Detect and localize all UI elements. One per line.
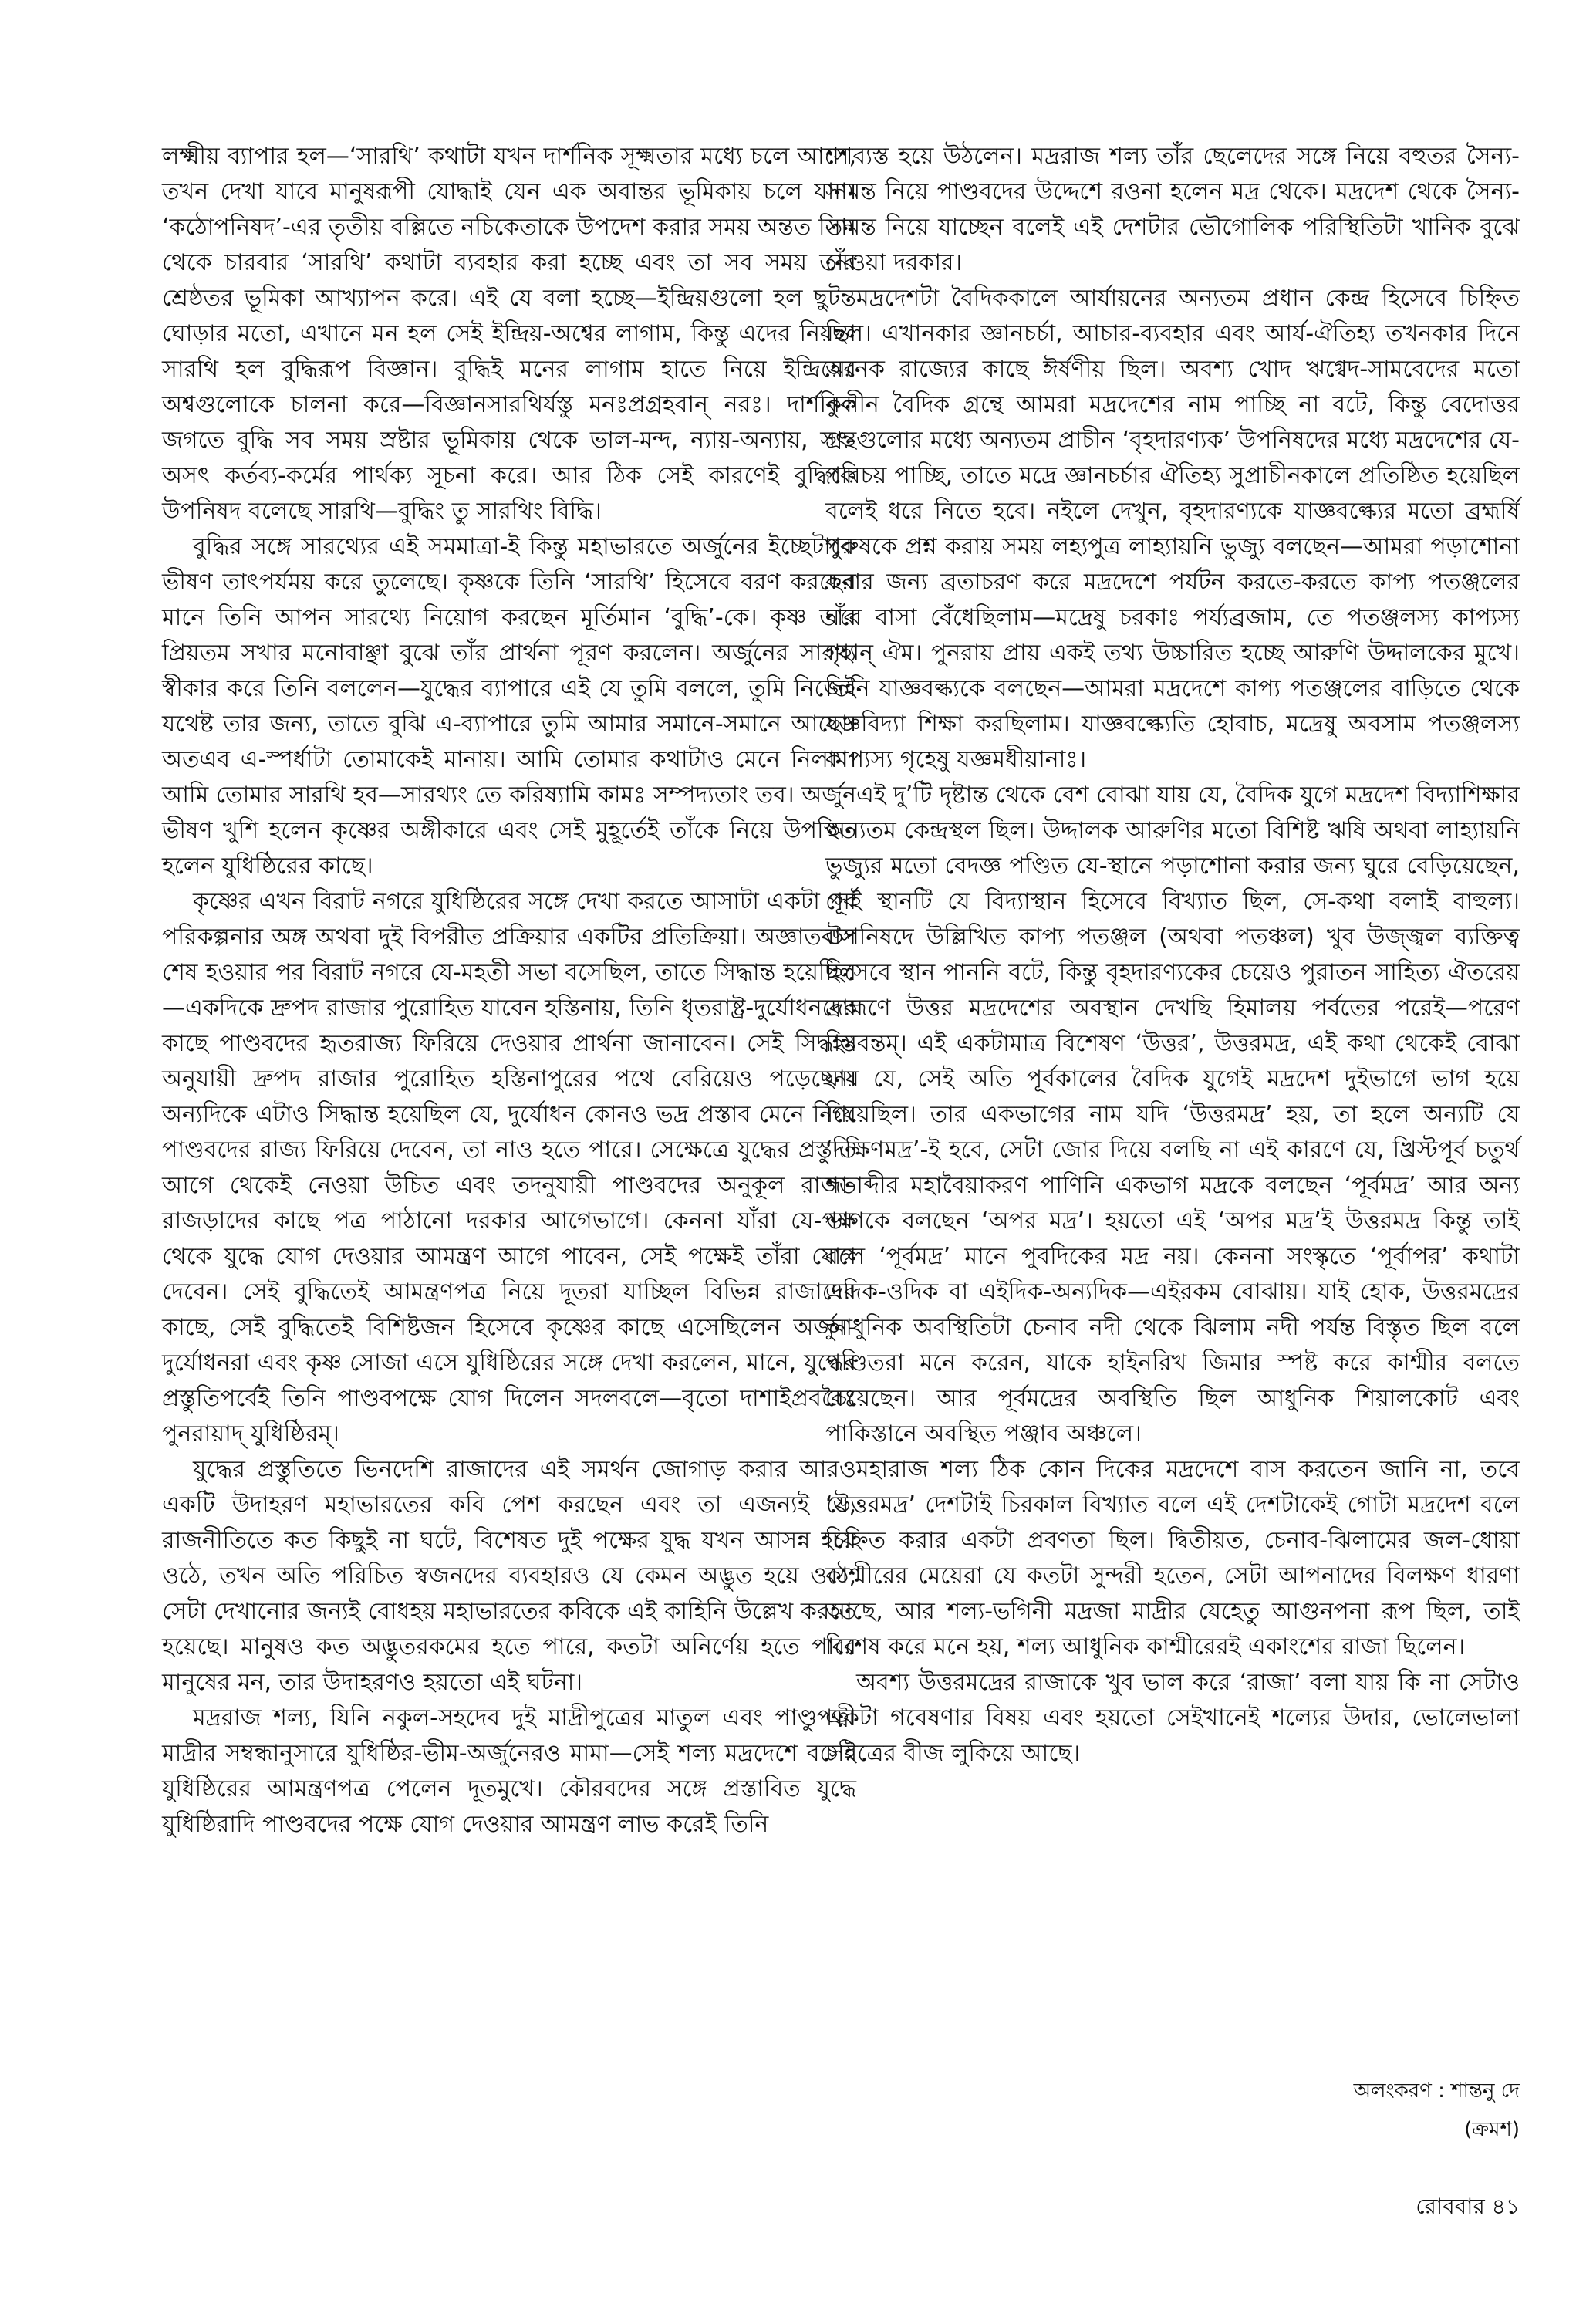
paragraph: লক্ষ্মীয় ব্যাপার হল—‘সারথি’ কথাটা যখন দার্শনিক সূক্ষ্মতার মধ্যে চলে আসে, তখন দেখা যাবে মানুষরূপী যোদ্ধাই যেন এক অবান্তর ভূমিকায় চলে যান। ‘কঠোপনিষদ’-এর তৃতীয় বল্লিতে নচিকেতাকে উপদেশ করার সময় অন্তত তিন থেকে চারবার ‘সারথি’ কথাটা ব্যবহার করা হচ্ছে এবং তা সব সময় তাঁর শ্রেষ্ঠতর ভূমিকা আখ্যাপন করে। এই যে বলা হচ্ছে—ইন্দ্রিয়গুলো হল ছুটন্ত ঘোড়ার মতো, এখানে মন হল সেই ইন্দ্রিয়-অশ্বের লাগাম, কিন্তু এদের নিয়ন্তা সারথি হল বুদ্ধিরূপ বিজ্ঞান। বুদ্ধিই মনের লাগাম হাতে নিয়ে ইন্দ্রিয়ের অশ্বগুলোকে চালনা করে—বিজ্ঞানসারথির্যস্তু মনঃপ্রগ্রহবান্ নরঃ। দার্শনিক জগতে বুদ্ধি সব সময় স্রষ্টার ভূমিকায় থেকে ভাল-মন্দ, ন্যায়-অন্যায়, সৎ-অসৎ কর্তব্য-কর্মের পার্থক্য সূচনা করে। আর ঠিক সেই কারণেই বুদ্ধিকে উপনিষদ বলেছে সারথি—বুদ্ধিং তু সারথিং বিদ্ধি। [162,143,856,525]
paragraph: মদ্ররাজ শল্য, যিনি নকুল-সহদেব দুই মাদ্রীপুত্রের মাতুল এবং পাণ্ডুপত্নী মাদ্রীর সম্বন্ধানুসারে যুধিষ্ঠির-ভীম-অর্জুনেরও মামা—সেই শল্য মদ্রদেশে বসেই যুধিষ্ঠিরের আমন্ত্রণপত্র পেলেন দূতমুখে। কৌরবদের সঙ্গে প্রস্তাবিত যুদ্ধে যুধিষ্ঠিরাদি পাণ্ডবদের পক্ষে যোগ দেওয়ার আমন্ত্রণ লাভ করেই তিনি [162,1704,856,1838]
left-column [162,139,856,1843]
paragraph: কৃষ্ণের এখন বিরাট নগরে যুধিষ্ঠিরের সঙ্গে দেখা করতে আসাটা একটা পূর্ব পরিকল্পনার অঙ্গ অথবা দুই বিপরীত প্রক্রিয়ার একটির প্রতিক্রিয়া। অজ্ঞাতবাস শেষ হওয়ার পর বিরাট নগরে যে-মহতী সভা বসেছিল, তাতে সিদ্ধান্ত হয়েছিল—একদিকে দ্রুপদ রাজার পুরোহিত যাবেন হস্তিনায়, তিনি ধৃতরাষ্ট্র-দুর্যোধনদের কাছে পাণ্ডবদের হৃতরাজ্য ফিরিয়ে দেওয়ার প্রার্থনা জানাবেন। সেই সিদ্ধান্ত অনুযায়ী দ্রুপদ রাজার পুরোহিত হস্তিনাপুরের পথে বেরিয়েও পড়েছেন। অন্যদিকে এটাও সিদ্ধান্ত হয়েছিল যে, দুর্যোধন কোনও ভদ্র প্রস্তাব মেনে নিয়ে পাণ্ডবদের রাজ্য ফিরিয়ে দেবেন, তা নাও হতে পারে। সেক্ষেত্রে যুদ্ধের প্রস্তুতি আগে থেকেই নেওয়া উচিত এবং তদনুযায়ী পাণ্ডবদের অনুকূল রাজা-রাজড়াদের কাছে পত্র পাঠানো দরকার আগেভাগে। কেননা যাঁরা যে-পক্ষ থেকে যুদ্ধে যোগ দেওয়ার আমন্ত্রণ আগে পাবেন, সেই পক্ষেই তাঁরা যোগ দেবেন। সেই বুদ্ধিতেই আমন্ত্রণপত্র নিয়ে দূতরা যাচ্ছিল বিভিন্ন রাজাদের কাছে, সেই বুদ্ধিতেই বিশিষ্টজন হিসেবে কৃষ্ণের কাছে এসেছিলেন অর্জুন-দুর্যোধনরা এবং কৃষ্ণ সোজা এসে যুধিষ্ঠিরের সঙ্গে দেখা করলেন, মানে, যুদ্ধের প্রস্তুতিপর্বেই তিনি পাণ্ডবপক্ষে যোগ দিলেন সদলবলে—বৃতো দাশাইপ্রবরৈঃ পুনরায়াদ্ যুধিষ্ঠিরম্। [162,888,856,1447]
illustration-credit: অলংকরণ : শান্তনু দে [1353,2079,1520,2103]
paragraph: অবশ্য উত্তরমদ্রের রাজাকে খুব ভাল করে ‘রাজা’ বলা যায় কি না সেটাও একটা গবেষণার বিষয় এবং হয়তো সেইখানেই শল্যের উদার, ভোলেভালা চরিত্রের বীজ লুকিয়ে আছে। [825,1669,1520,1767]
paragraph: মহারাজ শল্য ঠিক কোন দিকের মদ্রদেশে বাস করতেন জানি না, তবে ‘উত্তরমদ্র’ দেশটাই চিরকাল বিখ্যাত বলে এই দেশটাকেই গোটা মদ্রদেশ বলে চিহ্নিত করার একটা প্রবণতা ছিল। দ্বিতীয়ত, চেনাব-ঝিলামের জল-ধোয়া কাশ্মীরের মেয়েরা যে কতটা সুন্দরী হতেন, সেটা আপনাদের বিলক্ষণ ধারণা আছে, আর শল্য-ভগিনী মদ্রজা মাদ্রীর যেহেতু আগুনপনা রূপ ছিল, তাই বিশেষ করে মনে হয়, শল্য আধুনিক কাশ্মীরেরই একাংশের রাজা ছিলেন। [825,1456,1520,1660]
paragraph: এই দু’টি দৃষ্টান্ত থেকে বেশ বোঝা যায় যে, বৈদিক যুগে মদ্রদেশ বিদ্যাশিক্ষার অন্যতম কেন্দ্রস্থল ছিল। উদ্দালক আরুণির মতো বিশিষ্ট ঋষি অথবা লাহ্যায়নি ভুজ্যুর মতো বেদজ্ঞ পণ্ডিত যে-স্থানে পড়াশোনা করার জন্য ঘুরে বেড়িয়েছেন, সেই স্থানটি যে বিদ্যাস্থান হিসেবে বিখ্যাত ছিল, সে-কথা বলাই বাহুল্য। উপনিষদে উল্লিখিত কাপ্য পতঞ্জল (অথবা পতঞ্চল) খুব উজ্জ্বল ব্যক্তিত্ব হিসেবে স্থান পাননি বটে, কিন্তু বৃহদারণ্যকের চেয়েও পুরাতন সাহিত্য ঐতরেয় ব্রাহ্মণে উত্তর মদ্রদেশের অবস্থান দেখছি হিমালয় পর্বতের পরেই—পরেণ হিমবন্তম্। এই একটামাত্র বিশেষণ ‘উত্তর’, উত্তরমদ্র, এই কথা থেকেই বোঝা যায় যে, সেই অতি পূর্বকালের বৈদিক যুগেই মদ্রদেশ দুইভাগে ভাগ হয়ে গিয়েছিল। তার একভাগের নাম যদি ‘উত্তরমদ্র’ হয়, তা হলে অন্যটি যে ‘দক্ষিণমদ্র’-ই হবে, সেটা জোর দিয়ে বলছি না এই কারণে যে, খ্রিস্টপূর্ব চতুর্থ শতাব্দীর মহাবৈয়াকরণ পাণিনি একভাগ মদ্রকে বলছেন ‘পূর্বমদ্র’ আর অন্য ভাগকে বলছেন ‘অপর মদ্র’। হয়তো এই ‘অপর মদ্র’ই উত্তরমদ্র কিন্তু তাই বলে ‘পূর্বমদ্র’ মানে পুবদিকের মদ্র নয়। কেননা সংস্কৃতে ‘পূর্বাপর’ কথাটা এদিক-ওদিক বা এইদিক-অন্যদিক—এইরকম বোঝায়। যাই হোক, উত্তরমদ্রের আধুনিক অবস্থিতিটা চেনাব নদী থেকে ঝিলাম নদী পর্যন্ত বিস্তৃত ছিল বলে পণ্ডিতরা মনে করেন, যাকে হাইনরিখ জিমার স্পষ্ট করে কাশ্মীর বলতে চেয়েছেন। আর পূর্বমদ্রের অবস্থিতি ছিল আধুনিক শিয়ালকোট এবং পাকিস্তানে অবস্থিত পঞ্জাব অঞ্চলে। [825,782,1520,1447]
paragraph: যুদ্ধের প্রস্তুতিতে ভিনদেশি রাজাদের এই সমর্থন জোগাড় করার আরও একটি উদাহরণ মহাভারতের কবি পেশ করছেন এবং তা এজন্যই যে, রাজনীতিতে কত কিছুই না ঘটে, বিশেষত দুই পক্ষের যুদ্ধ যখন আসন্ন হয়ে ওঠে, তখন অতি পরিচিত স্বজনদের ব্যবহারও যে কেমন অদ্ভুত হয়ে ওঠে, সেটা দেখানোর জন্যই বোধহয় মহাভারতের কবিকে এই কাহিনি উল্লেখ করতে হয়েছে। মানুষও কত অদ্ভুতরকমের হতে পারে, কতটা অনির্ণেয় হতে পারে মানুষের মন, তার উদাহরণও হয়তো এই ঘটনা। [162,1456,856,1696]
page-folio: রোববার ৪১ [1416,2194,1520,2219]
serial-note: (ক্রমশ) [1464,2118,1520,2141]
paragraph: শশব্যস্ত হয়ে উঠলেন। মদ্ররাজ শল্য তাঁর ছেলেদের সঙ্গে নিয়ে বহুতর সৈন্য-সামন্ত নিয়ে পাণ্ডবদের উদ্দেশে রওনা হলেন মদ্র থেকে। মদ্রদেশ থেকে সৈন্য-সামন্ত নিয়ে যাচ্ছেন বলেই এই দেশটার ভৌগোলিক পরিস্থিতিটা খানিক বুঝে নেওয়া দরকার। [825,143,1520,276]
paragraph: মদ্রদেশটা বৈদিককালে আর্যায়নের অন্যতম প্রধান কেন্দ্র হিসেবে চিহ্নিত ছিল। এখানকার জ্ঞানচর্চা, আচার-ব্যবহার এবং আর্য-ঐতিহ্য তখনকার দিনে অনেক রাজ্যের কাছে ঈর্ষণীয় ছিল। অবশ্য খোদ ঋগ্বেদ-সামবেদের মতো কুলীন বৈদিক গ্রন্থে আমরা মদ্রদেশের নাম পাচ্ছি না বটে, কিন্তু বেদোত্তর গ্রন্থগুলোর মধ্যে অন্যতম প্রাচীন ‘বৃহদারণ্যক’ উপনিষদের মধ্যে মদ্রদেশের যে-পরিচয় পাচ্ছি, তাতে মদ্রে জ্ঞানচর্চার ঐতিহ্য সুপ্রাচীনকালে প্রতিষ্ঠিত হয়েছিল বলেই ধরে নিতে হবে। নইলে দেখুন, বৃহদারণ্যকে যাজ্ঞবল্ক্যের মতো ব্রহ্মর্ষি পুরুষকে প্রশ্ন করায় সময় লহ্যপুত্র লাহ্যায়নি ভুজ্যু বলছেন—আমরা পড়াশোনা করার জন্য ব্রতাচরণ করে মদ্রদেশে পর্যটন করতে-করতে কাপ্য পতঞ্জলের ঘরে বাসা বেঁধেছিলাম—মদ্রেষু চরকাঃ পর্য্যব্রজাম, তে পতঞ্জলস্য কাপ্যস্য গৃহান্ ঐম। পুনরায় প্রায় একই তথ্য উচ্চারিত হচ্ছে আরুণি উদ্দালকের মুখে। তিনি যাজ্ঞবল্ক্যকে বলছেন—আমরা মদ্রদেশে কাপ্য পতঞ্জলের বাড়িতে থেকে যজ্ঞবিদ্যা শিক্ষা করছিলাম। যাজ্ঞবল্ক্যেতি হোবাচ, মদ্রেষু অবসাম পতঞ্জলস্য কাপ্যস্য গৃহেষু যজ্ঞমধীয়ানাঃ। [825,285,1520,773]
paragraph: বুদ্ধির সঙ্গে সারথ্যের এই সমমাত্রা-ই কিন্তু মহাভারতে অর্জুনের ইচ্ছেটাকে ভীষণ তাৎপর্যময় করে তুলেছে। কৃষ্ণকে তিনি ‘সারথি’ হিসেবে বরণ করছেন মানে তিনি আপন সারথ্যে নিয়োগ করছেন মূর্তিমান ‘বুদ্ধি’-কে। কৃষ্ণ তাঁর প্রিয়তম সখার মনোবাঞ্ছা বুঝে তাঁর প্রার্থনা পূরণ করলেন। অর্জুনের সারথ্য স্বীকার করে তিনি বললেন—যুদ্ধের ব্যাপারে এই যে তুমি বললে, তুমি নিজেই যথেষ্ট তার জন্য, তাতে বুঝি এ-ব্যাপারে তুমি আমার সমানে-সমানে আছো। অতএব এ-স্পর্ধাটা তোমাকেই মানায়। আমি তোমার কথাটাও মেনে নিলাম। আমি তোমার সারথি হব—সারথ্যং তে করিষ্যামি কামঃ সম্পদ্যতাং তব। অর্জুন ভীষণ খুশি হলেন কৃষ্ণের অঙ্গীকারে এবং সেই মুহূর্তেই তাঁকে নিয়ে উপস্থিত হলেন যুধিষ্ঠিরের কাছে। [162,533,856,880]
right-column [825,139,1520,1772]
